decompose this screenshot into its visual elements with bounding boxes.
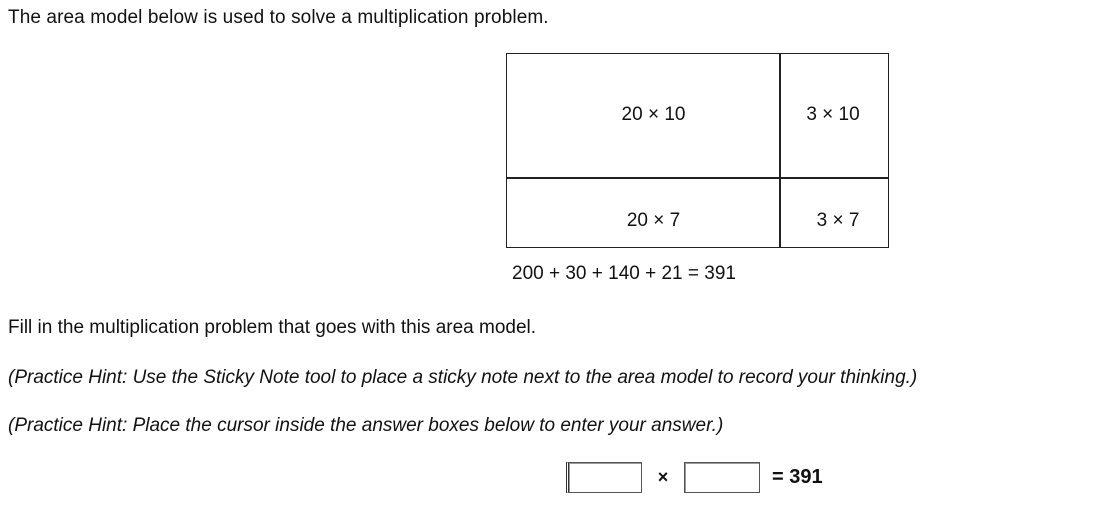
area-model-cell-tens-by-ones [506,177,781,248]
second-factor-input[interactable] [684,462,760,493]
first-factor-input[interactable] [566,462,642,493]
area-model-cell-tens-by-tens [506,53,781,179]
partial-products-sum: 200 + 30 + 140 + 21 = 391 [512,263,736,284]
area-model [506,53,889,248]
cell-label: 3 × 7 [816,209,860,231]
times-operator: × [657,467,669,487]
intro-text: The area model below is used to solve a multiplication problem. [8,7,549,28]
instruction-text: Fill in the multiplication problem that goes with this area model. [8,317,537,338]
equals-result: = 391 [772,466,823,488]
area-model-cell-ones-by-tens [779,53,889,179]
answer-row [566,461,823,494]
cell-label: 20 × 7 [626,209,681,231]
cell-label: 3 × 10 [806,104,860,125]
area-model-cell-ones-by-ones [779,177,889,248]
cell-label: 20 × 10 [621,104,686,125]
practice-hint-answer-boxes: (Practice Hint: Place the cursor inside the answer boxes below to enter your answer.) [8,415,724,436]
practice-hint-sticky-note: (Practice Hint: Use the Sticky Note tool to place a sticky note next to the area model to record your thinking.) [8,367,918,388]
